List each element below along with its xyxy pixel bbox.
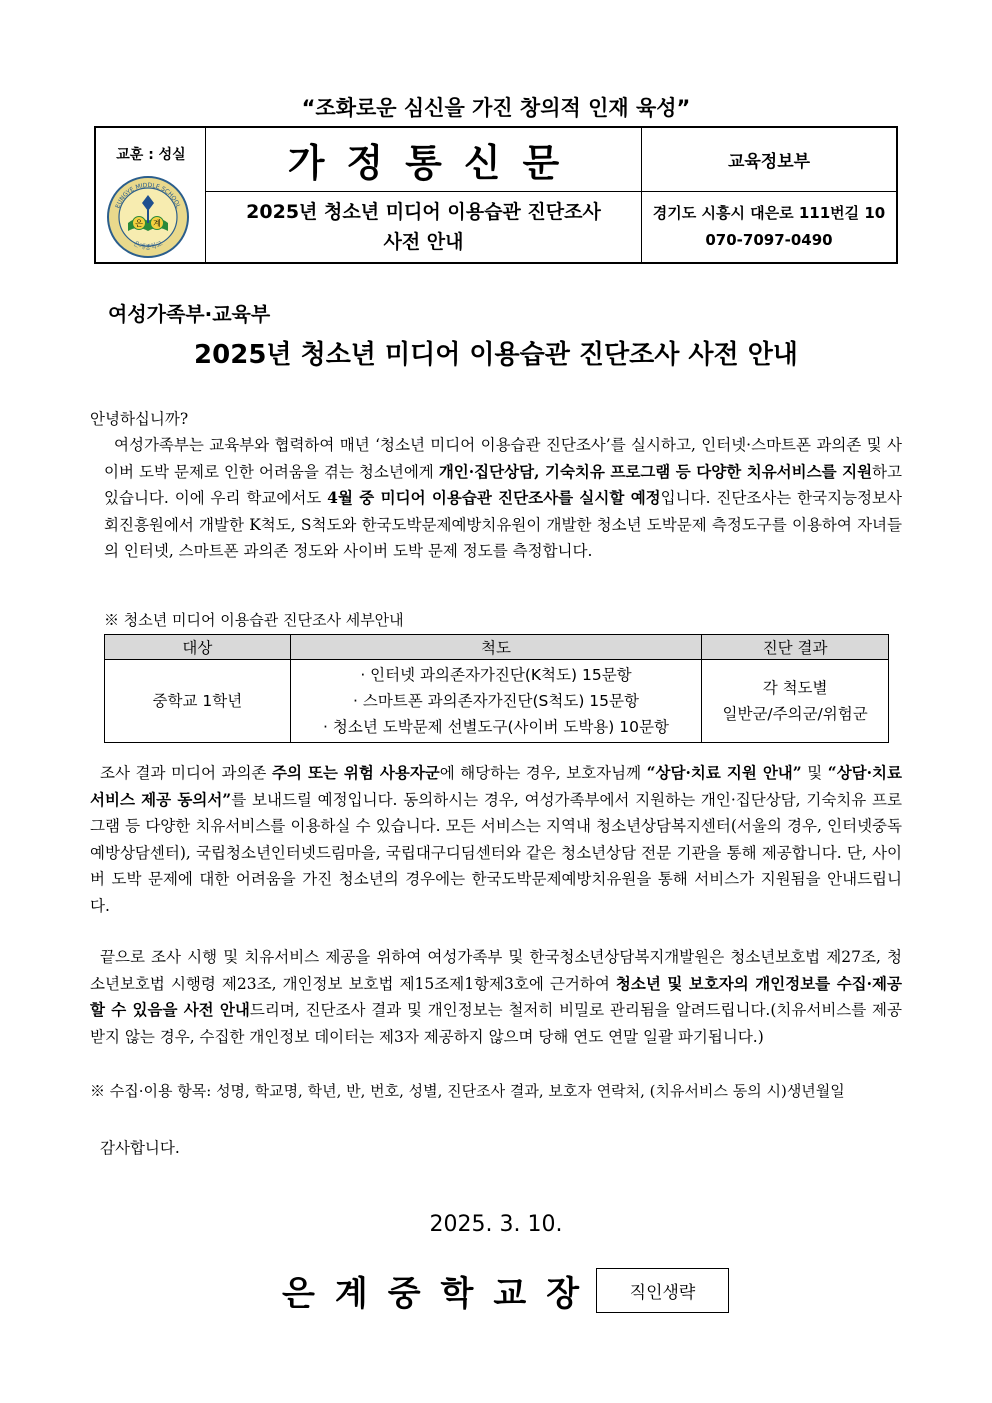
school-motto-cell [96,128,206,262]
p2-text-a: 조사 결과 미디어 과의존 [100,764,272,782]
p1-bold-schedule: 4월 중 미디어 이용습관 진단조사를 실시할 예정 [327,488,661,507]
closing-thanks: 감사합니다. [100,1139,180,1157]
table-header-result: 진단 결과 [702,635,889,660]
ministry-label: 여성가족부·교육부 [108,302,271,326]
p3-text-c: 드리며, 진단조사 결과 및 개인정보는 철저히 비밀로 관리됨을 알려드립니다.(치유서비스를 제공받지 않는 경우, 수집한 개인정보 데이터는 제3자 제공하지 않으며 당해 연도 연말 일괄 파기됩니다.) [90,1001,902,1046]
p1-bold-services: 개인·집단상담, 기숙치유 프로그램 등 다양한 치유서비스를 지원 [438,461,873,481]
newsletter-title: 가정통신문 [206,128,642,192]
p3-bold-privacy-notice: 청소년 및 보호자의 개인정보를 수집·제공할 수 있음을 사전 안내 [90,973,902,1019]
scale-s: · 스마트폰 과의존자가진단(S척도) 15문항 [353,692,639,710]
p1-text-e: 입니다. 진단조사는 한국지능정보사회진흥원에서 개발한 K척도, S척도와 한국도박문제예방치유원이 개발한 청소년 도박문제 측정도구를 이용하여 자녀들의 인터넷, 스마트폰 과의존 정도와 사이버 도박 문제 정도를 측정합니다. [104,489,902,560]
p2-text-c: 에 해당하는 경우, 보호자님께 [439,764,647,782]
table-row [105,660,889,743]
table-cell-scales [290,660,701,743]
issue-date: 2025. 3. 10. [429,1212,563,1237]
newsletter-header [94,126,898,264]
p3-text-a: 끝으로 조사 시행 및 치유서비스 제공을 위하여 여성가족부 및 한국청소년상담복지개발원은 청소년보호법 제27조, 청소년보호법 시행령 제23조, 개인정보 보호법 제15조제1항제3호에 근거하여 [90,948,902,993]
scale-k: · 인터넷 과의존자가진단(K척도) 15문항 [360,666,632,684]
collection-items-note: ※ 수집·이용 항목: 성명, 학교명, 학년, 반, 번호, 성별, 진단조사 결과, 보호자 연락처, (치유서비스 동의 시)생년월일 [90,1082,845,1100]
principal-signature: 은계중학교장 [282,1274,600,1314]
p2-text-e: 및 [801,764,828,782]
emblem-bottom-text: 은계중학교 [132,239,164,251]
result-line-2: 일반군/주의군/위험군 [722,705,868,723]
scale-gambling: · 청소년 도박문제 선별도구(사이버 도박용) 10문항 [323,718,669,736]
survey-detail-table [104,634,889,743]
school-address: 경기도 시흥시 대은로 111번길 10 [652,204,886,222]
emblem-char-left: 은 [135,219,143,228]
paragraph-support [90,760,902,919]
p1-text-c: 하고 있습니다. 이에 우리 학교에서도 [104,462,902,507]
subtitle-line-1: 2025년 청소년 미디어 이용습관 진단조사 [246,201,601,223]
page-title: 2025년 청소년 미디어 이용습관 진단조사 사전 안내 [194,340,798,370]
motto: “조화로운 심신을 가진 창의적 인재 육성” [301,96,691,120]
paragraph-intro [104,432,902,565]
school-motto-label: 교훈 : 성실 [116,147,186,163]
subtitle-line-2: 사전 안내 [383,231,464,253]
school-phone: 070-7097-0490 [705,231,833,249]
detail-note: ※ 청소년 미디어 이용습관 진단조사 세부안내 [104,611,404,629]
school-contact [642,192,896,262]
result-line-1: 각 척도별 [762,679,828,697]
emblem-top-text: EUNGYE MIDDLE SCHOOL [114,181,182,210]
table-cell-target: 중학교 1학년 [105,660,291,743]
table-header-row [105,635,889,660]
school-emblem-icon [106,175,190,259]
p2-bold-consent-form: “상담·치료 서비스 제공 동의서” [90,763,903,809]
paragraph-privacy [90,944,902,1050]
greeting: 안녕하십니까? [90,410,189,428]
table-header-target: 대상 [105,635,291,660]
newsletter-subtitle [206,192,642,262]
p2-bold-risk-group: 주의 또는 위험 사용자군 [271,763,440,782]
department: 교육정보부 [642,128,896,192]
table-header-scale: 척도 [290,635,701,660]
p1-text-a: 여성가족부는 교육부와 협력하여 매년 ‘청소년 미디어 이용습관 진단조사’를 실시하고, 인터넷·스마트폰 과의존 및 사이버 도박 문제로 인한 어려움을 겪는 청소년에게 [104,436,902,481]
p2-text-g: 를 보내드릴 예정입니다. 동의하시는 경우, 여성가족부에서 지원하는 개인·집단상담, 기숙치유 프로그램 등 다양한 치유서비스를 이용하실 수 있습니다. 모든 서비스는 지역내 청소년상담복지센터(서울의 경우, 인터넷중독예방상담센터), 국립청소년인터넷드림마을, 국립대구디딤센터와 같은 청소년상담 전문 기관을 통해 제공합니다. 단, 사이버 도박 문제에 대한 어려움을 가진 청소년의 경우에는 한국도박문제예방치유원을 통해 서비스가 지원됨을 안내드립니다. [90,790,902,915]
seal-omitted-box: 직인생략 [596,1268,729,1313]
p2-bold-support-notice: “상담·치료 지원 안내” [646,763,802,782]
emblem-char-right: 계 [153,219,161,228]
table-cell-result [702,660,889,743]
